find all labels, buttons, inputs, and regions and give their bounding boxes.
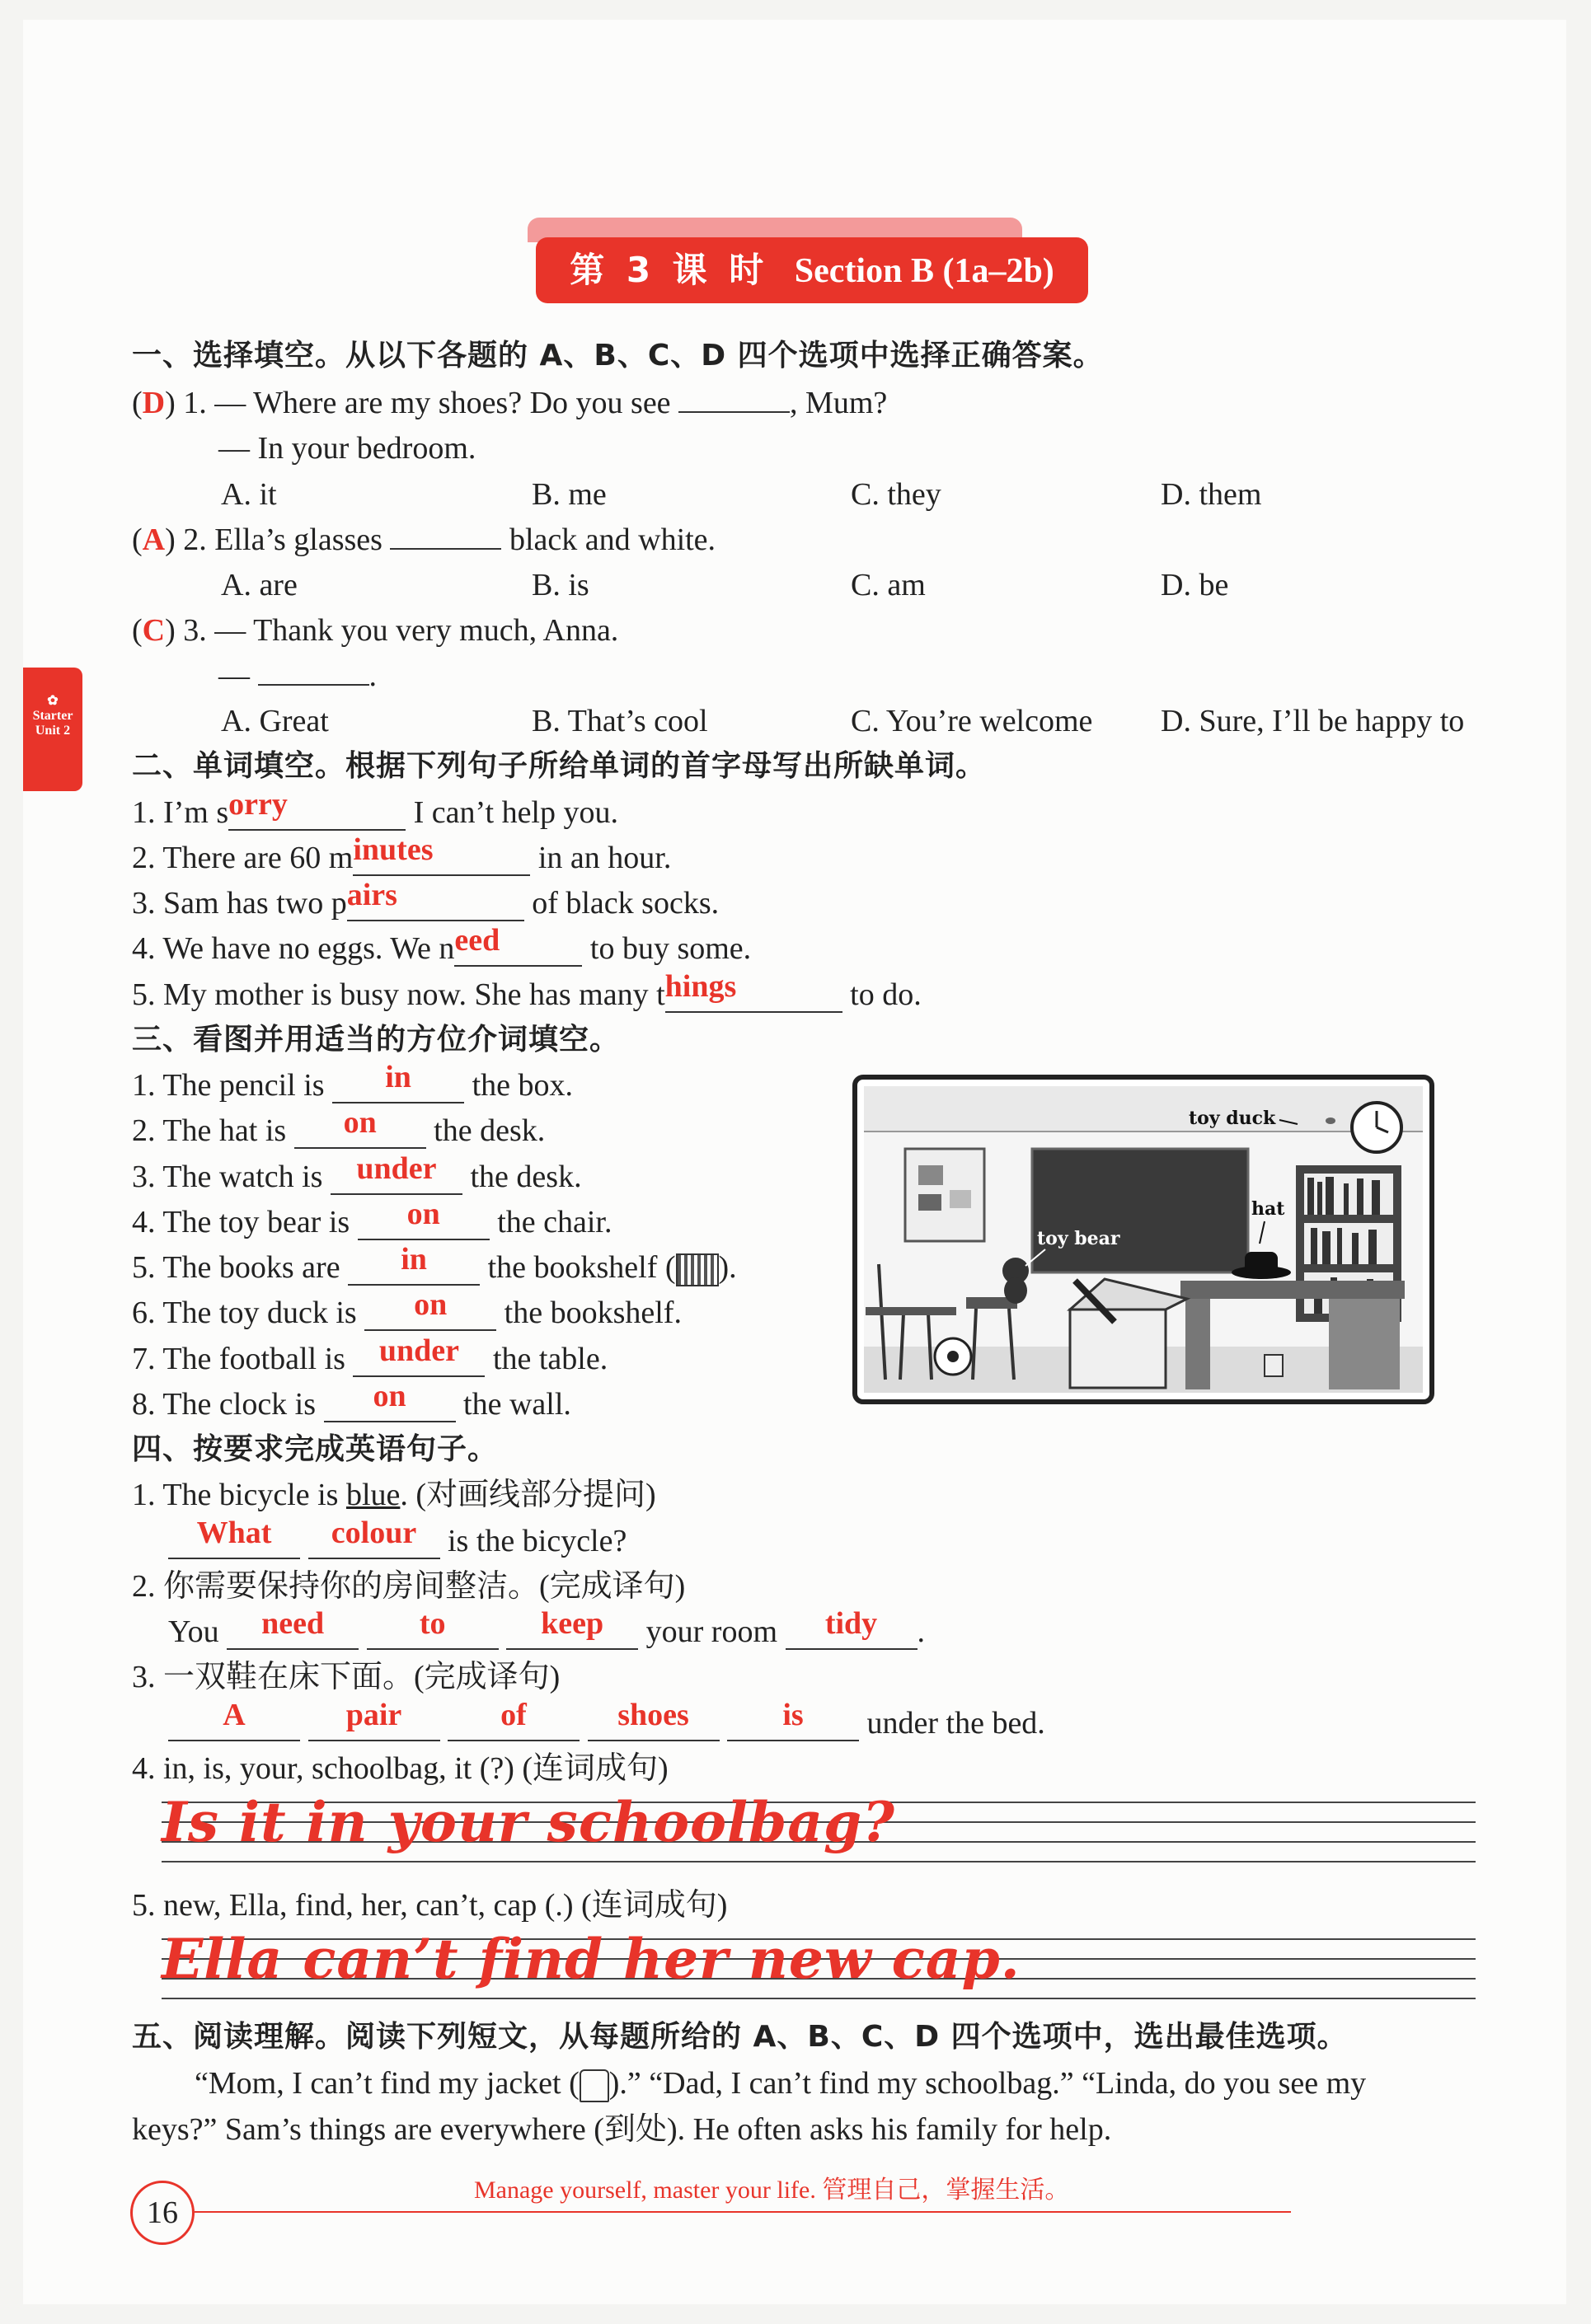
p1-q3-option-a: A. Great [221,704,329,738]
p4-q3-stem: 3. 一双鞋在床下面。(完成译句) [132,1660,561,1694]
p1-q2-option-a: A. are [221,568,298,602]
footer-line [195,2211,1291,2213]
p4-q3-answer: A pair of shoes is under the bed. [168,1703,1045,1743]
p2-item-3: 3. Sam has two pairs of black socks. [132,878,720,921]
p1-q1-reply: — In your bedroom. [218,431,476,466]
writing-line [162,1998,1476,1999]
picture-label-bear: toy bear [1037,1228,1120,1249]
p5-line1: “Mom, I can’t find my jacket ( ).” “Dad, I can’t find my schoolbag.” “Linda, do you see my [195,2064,1366,2103]
writing-line [162,1861,1476,1862]
p2-item-5: 5. My mother is busy now. She has many things to do. [132,969,922,1012]
page-number: 16 [130,2181,195,2245]
p1-q3-option-c: C. You’re welcome [851,704,1093,738]
lesson-title [536,237,1088,303]
side-tab-line1: Starter [32,709,73,723]
p1-q2-option-b: B. is [532,568,589,602]
p1-q1-option-b: B. me [532,477,607,512]
p1-q1-answer: D [142,386,166,420]
p4-q5-answer: Ella can’t find her new cap. [162,1927,1021,1991]
p1-q1-option-a: A. it [221,477,277,512]
p1-q1-blank[interactable] [678,411,790,413]
p4-q4-answer: Is it in your schoolbag? [162,1790,895,1854]
p1-q2-answer: A [142,522,166,557]
p4-q1-answer: What colour is the bicycle? [168,1521,627,1561]
p2-item-2: 2. There are 60 minutes in an hour. [132,832,672,875]
p3-item-7: 7. The football is under the table. [132,1333,608,1376]
p3-item-8: 8. The clock is on the wall. [132,1379,571,1422]
p3-item-3: 3. The watch is under the desk. [132,1151,582,1194]
p1-q3-option-b: B. That’s cool [532,704,708,738]
p2-item-4: 4. We have no eggs. We need to buy some. [132,923,752,966]
part2-heading: 二、单词填空。根据下列句子所给单词的首字母写出所缺单词。 [132,749,987,783]
p3-item-2: 2. The hat is on the desk. [132,1105,546,1148]
p1-q1-option-d: D. them [1161,477,1262,512]
room-picture [852,1075,1434,1404]
p1-q2-option-d: D. be [1161,568,1229,602]
part5-heading: 五、阅读理解。阅读下列短文，从每题所给的 A、B、C、D 四个选项中，选出最佳选项。 [132,2020,1348,2054]
p4-q2-answer: You need to keep your room tidy . [168,1606,926,1649]
lesson-number: 第 3 课 时 [570,250,769,290]
p2-item-1: 1. I’m sorry I can’t help you. [132,787,618,830]
side-tab-line2: Unit 2 [35,724,71,738]
p3-item-6: 6. The toy duck is on the bookshelf. [132,1287,682,1330]
p1-q1: (D) 1. — Where are my shoes? Do you see , Mum? [132,386,888,420]
p1-q2-blank[interactable] [390,548,501,550]
p3-item-4: 4. The toy bear is on the chair. [132,1197,612,1239]
p1-q3: (C) 3. — Thank you very much, Anna. [132,613,619,648]
p4-q5-stem: 5. new, Ella, find, her, can’t, cap (.) (连词成句) [132,1888,728,1923]
p1-q3-answer: C [142,613,166,648]
p1-q1-option-c: C. they [851,477,941,512]
part1-heading: 一、选择填空。从以下各题的 A、B、C、D 四个选项中选择正确答案。 [132,339,1104,372]
p4-q4-stem: 4. in, is, your, schoolbag, it (?) (连词成句) [132,1751,669,1786]
picture-label-duck: toy duck [1189,1108,1276,1129]
swirl-icon: ✿ [47,694,59,708]
p1-q2-option-c: C. am [851,568,926,602]
p1-q3-blank[interactable] [258,684,369,686]
footer-motto: Manage yourself, master your life. 管理自己，掌握生活。 [474,2176,1070,2204]
part3-heading: 三、看图并用适当的方位介词填空。 [132,1023,621,1057]
picture-label-hat: hat [1251,1198,1285,1220]
unit-side-tab [23,668,82,791]
section-label: Section B (1a–2b) [794,252,1054,290]
p3-item-1: 1. The pencil is in the box. [132,1060,574,1103]
p1-q3-reply: — . [218,658,377,693]
part4-heading: 四、按要求完成英语句子。 [132,1432,499,1466]
p1-q2: (A) 2. Ella’s glasses black and white. [132,522,716,557]
p1-q3-option-d: D. Sure, I’ll be happy to [1161,704,1465,738]
p5-line2: keys?” Sam’s things are everywhere (到处). He often asks his family for help. [132,2112,1112,2147]
jacket-icon [580,2069,609,2102]
p4-q1-stem: 1. The bicycle is blue. (对画线部分提问) [132,1478,656,1512]
p4-q2-stem: 2. 你需要保持你的房间整洁。(完成译句) [132,1569,686,1604]
bookshelf-icon [676,1253,719,1286]
p3-item-5: 5. The books are in the bookshelf ( ). [132,1248,737,1287]
